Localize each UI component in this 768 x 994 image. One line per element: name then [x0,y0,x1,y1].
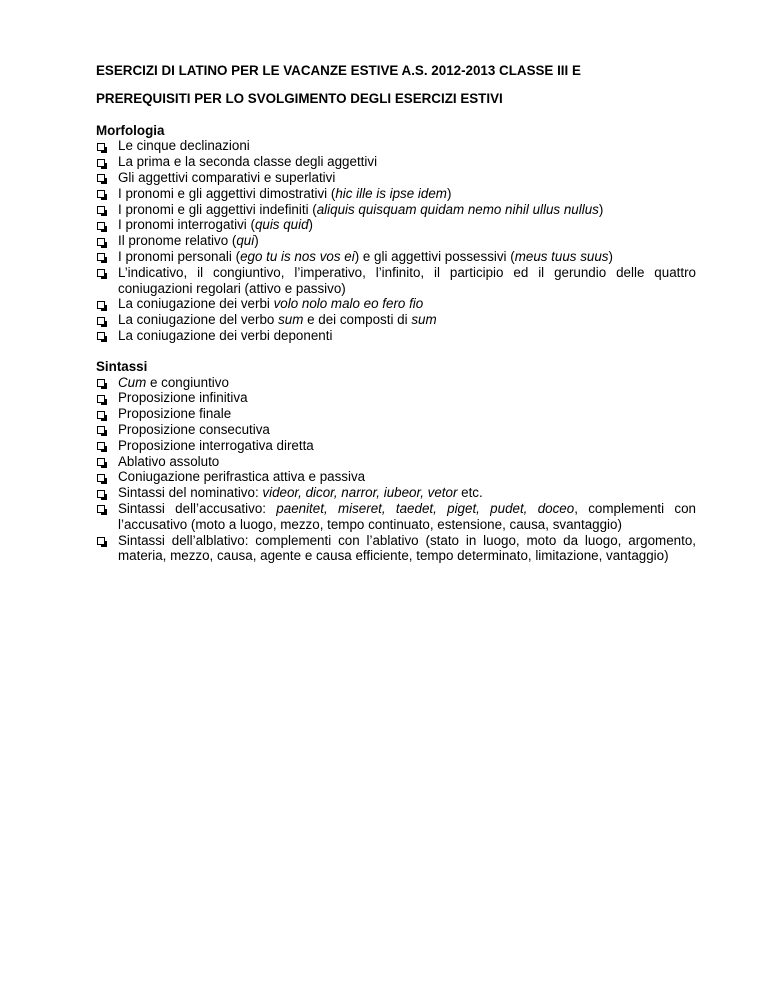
item-text: ) [308,217,314,233]
list-item [96,217,696,233]
item-text: I pronomi e gli aggettivi indefiniti ( [118,201,317,217]
list-item [96,454,696,470]
checkbox-bullet-icon [97,442,105,450]
checkbox-bullet-icon [97,395,105,403]
item-text: Ablativo assoluto [118,453,220,469]
section-heading-sintassi: Sintassi [96,358,148,374]
item-text: La coniugazione del verbo [118,312,279,328]
item-text: ) [254,233,259,249]
item-text: La coniugazione dei verbi deponenti [118,327,333,343]
checkbox-bullet-icon [97,537,105,545]
latin-term: Cum [118,374,147,390]
document-title: ESERCIZI DI LATINO PER LE VACANZE ESTIVE A.S. 2012-2013 CLASSE III E [96,63,581,78]
checkbox-bullet-icon [97,474,105,482]
item-text: Proposizione consecutiva [118,421,270,437]
item-text: ) [446,185,452,201]
list-item [96,249,696,265]
item-text: e dei composti di [303,312,412,328]
checkbox-bullet-icon [97,238,105,246]
latin-term: sum [278,312,304,328]
list-item [96,390,696,406]
checkbox-bullet-icon [97,379,105,387]
latin-term: qui [236,233,255,249]
item-text: ) [598,201,604,217]
item-text: Proposizione finale [118,406,232,422]
bullet-list-sintassi [96,375,696,565]
list-item [96,501,696,533]
document-page [96,63,696,579]
checkbox-bullet-icon [97,269,105,277]
list-item [96,186,696,202]
item-text: Proposizione interrogativa diretta [118,437,314,453]
item-text: Sintassi dell’accusativo: [118,500,277,516]
item-text: I pronomi interrogativi ( [118,217,255,233]
item-text: Sintassi del nominativo: [118,485,263,501]
checkbox-bullet-icon [97,490,105,498]
list-item [96,328,696,344]
list-item [96,533,696,565]
item-text: Il pronome relativo ( [118,233,237,249]
latin-term: videor, dicor, narror, iubeor, vetor [262,485,458,501]
list-item [96,202,696,218]
latin-term: paenitet, miseret, taedet, piget, pudet, doceo [276,500,575,516]
latin-term: ego tu is nos vos ei [240,248,355,264]
item-text: ) e gli aggettivi possessivi ( [354,248,515,264]
item-text: e congiuntivo [146,374,229,390]
list-item [96,469,696,485]
list-item [96,170,696,186]
list-item [96,438,696,454]
latin-term: sum [411,312,437,328]
checkbox-bullet-icon [97,332,105,340]
latin-term: volo nolo malo eo fero fio [273,296,424,312]
item-text: I pronomi personali ( [118,248,241,264]
list-item [96,138,696,154]
item-text: ) [608,248,613,264]
list-item [96,485,696,501]
item-text: etc. [457,485,483,501]
sections-container [96,123,696,565]
checkbox-bullet-icon [97,190,105,198]
checkbox-bullet-icon [97,317,105,325]
list-item [96,422,696,438]
list-item [96,406,696,422]
latin-term: hic ille is ipse idem [335,185,447,201]
checkbox-bullet-icon [97,458,105,466]
latin-term: aliquis quisquam quidam nemo nihil ullus nullus [316,201,599,217]
item-text: I pronomi e gli aggettivi dimostrativi ( [118,185,336,201]
checkbox-bullet-icon [97,253,105,261]
latin-term: meus tuus suus [514,248,609,264]
list-item [96,265,696,297]
list-item [96,296,696,312]
checkbox-bullet-icon [97,426,105,434]
item-text: Proposizione infinitiva [118,390,248,406]
item-text: , complementi con l’accusativo (moto a luogo, mezzo, tempo continuato, estensione, causa, svantaggio) [118,500,696,532]
item-text: La prima e la seconda classe degli aggettivi [118,154,378,170]
item-text: La coniugazione dei verbi [118,296,274,312]
document-subtitle: PREREQUISITI PER LO SVOLGIMENTO DEGLI ESERCIZI ESTIVI [96,90,503,106]
checkbox-bullet-icon [97,301,105,309]
section-heading-morfologia: Morfologia [96,122,165,138]
item-text: Gli aggettivi comparativi e superlativi [118,169,336,185]
list-item [96,154,696,170]
item-text: Sintassi dell’alblativo: complementi con l’ablativo (stato in luogo, moto da luogo, argomento, materia, mezzo, causa, agente e causa efficiente, tempo determinato, limitazione, vantaggio) [118,532,696,564]
latin-term: quis quid [254,217,309,233]
checkbox-bullet-icon [97,206,105,214]
list-item [96,375,696,391]
item-text: Coniugazione perifrastica attiva e passiva [118,469,366,485]
list-item [96,312,696,328]
checkbox-bullet-icon [97,159,105,167]
checkbox-bullet-icon [97,222,105,230]
item-text: Le cinque declinazioni [118,138,250,154]
checkbox-bullet-icon [97,174,105,182]
item-text: L’indicativo, il congiuntivo, l’imperativo, l’infinito, il participio ed il gerundio delle quattro coniugazioni regolari (attivo e passivo) [118,264,696,296]
list-item [96,233,696,249]
checkbox-bullet-icon [97,143,105,151]
bullet-list-morfologia [96,138,696,343]
checkbox-bullet-icon [97,505,105,513]
checkbox-bullet-icon [97,411,105,419]
